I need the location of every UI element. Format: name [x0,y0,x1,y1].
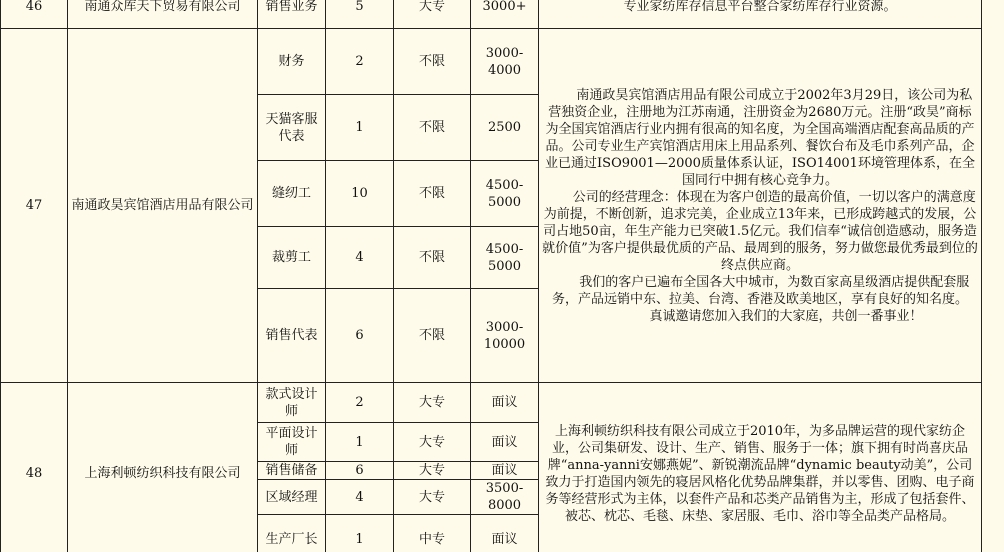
position-title: 天猫客服代表 [258,95,326,161]
education-requirement: 大专 [394,462,471,480]
salary: 3000-4000 [471,29,539,95]
position-title: 裁剪工 [258,227,326,289]
education-requirement: 大专 [394,423,471,462]
row-number: 48 [1,383,68,552]
position-count: 1 [326,95,394,161]
salary: 面议 [471,462,539,480]
education-requirement: 中专 [394,515,471,552]
description-paragraph: 真诚邀请您加入我们的大家庭，共创一番事业！ [649,308,923,324]
salary: 3000+ [471,0,539,29]
salary: 2500 [471,95,539,161]
company-name: 南通政昊宾馆酒店用品有限公司 [68,29,258,383]
row-number: 46 [1,0,68,29]
education-requirement: 大专 [394,383,471,423]
education-requirement: 大专 [394,0,471,29]
table-row [1,0,982,29]
position-title: 销售代表 [258,289,326,383]
position-count: 2 [326,383,394,423]
position-count: 6 [326,462,394,480]
education-requirement: 不限 [394,227,471,289]
company-description [539,29,982,383]
position-title: 销售储备 [258,462,326,480]
position-count: 1 [326,515,394,552]
position-count: 10 [326,161,394,227]
education-requirement: 不限 [394,29,471,95]
salary: 4500-5000 [471,161,539,227]
education-requirement: 大专 [394,480,471,515]
position-count: 4 [326,227,394,289]
education-requirement: 不限 [394,289,471,383]
position-title: 生产厂长 [258,515,326,552]
description-paragraph: 南通政昊宾馆酒店用品有限公司成立于2002年3月29日，该公司为私营独资企业，注册地为江苏南通，注册资金为2680万元。注册“政昊”商标为全国宾馆酒店行业内拥有很高的知名度，为全国高端酒店配套高品质的产品。公司专业生产宾馆酒店用床上用品系列、餐饮台布及毛巾系列产品，企业已通过ISO9001—2000质量体系认证，ISO14001环境管理体系，在全国同行中拥有核心竞争力。 [545,87,975,188]
salary: 3000-10000 [471,289,539,383]
position-count: 1 [326,423,394,462]
company-name: 南通众库天下贸易有限公司 [68,0,258,29]
company-description [539,383,982,552]
education-requirement: 不限 [394,161,471,227]
position-title: 销售业务 [258,0,326,29]
company-description [539,0,982,29]
position-count: 6 [326,289,394,383]
position-title: 平面设计师 [258,423,326,462]
description-paragraph: 我们的客户已遍布全国各大中城市，为数百家高星级酒店提供配套服务，产品远销中东、拉美、台湾、香港及欧美地区，享有良好的知名度。 [551,274,970,307]
company-name: 上海利顿纺织科技有限公司 [68,383,258,552]
salary: 4500-5000 [471,227,539,289]
position-count: 2 [326,29,394,95]
position-title: 财务 [258,29,326,95]
description-paragraph: 专业家纺库存信息平台整合家纺库存行业资源。 [623,0,897,14]
education-requirement: 不限 [394,95,471,161]
table-row [1,29,982,95]
salary: 面议 [471,383,539,423]
row-number: 47 [1,29,68,383]
description-paragraph: 公司的经营理念：体现在为客户创造的最高价值，一切以客户的满意度为前提，不断创新，追求完美，企业成立13年来，已形成跨越式的发展，公司占地50亩，年生产能力已突破1.5亿元。我们信奉“诚信创造感动，服务造就价值”为客户提供最优质的产品、最周到的服务，努力做您最优秀最到位的终点供应商。 [542,189,978,273]
table-row [1,383,982,423]
position-title: 款式设计师 [258,383,326,423]
salary: 3500-8000 [471,480,539,515]
position-title: 区域经理 [258,480,326,515]
salary: 面议 [471,515,539,552]
position-count: 4 [326,480,394,515]
salary: 面议 [471,423,539,462]
position-title: 缝纫工 [258,161,326,227]
description-paragraph: 上海利顿纺织科技有限公司成立于2010年，为多品牌运营的现代家纺企业，公司集研发、设计、生产、销售、服务于一体；旗下拥有时尚喜庆品牌“anna-yanni安娜燕妮”、新锐潮流品牌“dynamic beauty动美”，公司致力于打造国内领先的寝居风格化优势品牌集群，并以零售、团购、电子商务等经营形式为主体，以套件产品和芯类产品销售为主，形成了包括套件、被芯、枕芯、毛毯、床垫、家居服、毛巾、浴巾等全品类产品格局。 [545,423,975,524]
position-count: 5 [326,0,394,29]
